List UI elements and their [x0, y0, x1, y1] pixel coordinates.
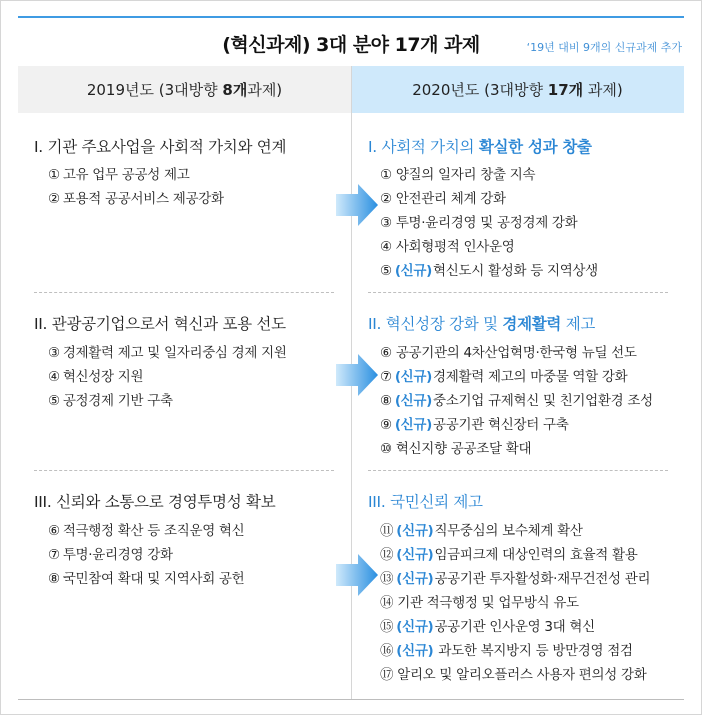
item-text: 과도한 복지방지 등 방만경영 점검	[434, 643, 633, 659]
new-tag: (신규)	[396, 571, 434, 587]
item-number: ①	[48, 167, 60, 183]
item-number: ⑮	[380, 619, 394, 635]
list-item	[380, 365, 627, 385]
title-strong: 경제활력	[502, 315, 562, 333]
item-number: ⑩	[380, 441, 392, 457]
list-item	[48, 389, 173, 409]
item-text: 경제활력 제고의 마중물 역할 강화	[433, 369, 628, 385]
item-number: ⑪	[380, 523, 394, 539]
item-number: ④	[48, 369, 60, 385]
item-text: 알리오 및 알리오플러스 사용자 편의성 강화	[397, 667, 647, 683]
item-number: ①	[380, 167, 392, 183]
new-tag: (신규)	[396, 643, 434, 659]
item-number: ⑫	[380, 547, 394, 563]
header-2020-count: 17개	[547, 81, 584, 99]
item-number: ⑰	[380, 667, 394, 683]
item-text: 경제활력 제고 및 일자리중심 경제 지원	[62, 345, 287, 361]
right-section-3-title	[368, 490, 483, 512]
new-tag: (신규)	[396, 547, 434, 563]
item-number: ⑨	[380, 417, 392, 433]
left-section-1-title: I. 기관 주요사업을 사회적 가치와 연계	[34, 138, 287, 156]
item-text: 고유 업무 공공성 제고	[62, 167, 190, 183]
new-tag: (신규)	[396, 523, 434, 539]
right-arrow-icon	[336, 552, 378, 598]
item-text: 혁신지향 공공조달 확대	[395, 441, 532, 457]
bottom-rule	[18, 699, 684, 700]
title-tail: 제고	[561, 315, 596, 333]
header-2020	[351, 66, 684, 113]
right-section-2-title	[368, 312, 595, 334]
item-text: 공공기관 인사운영 3대 혁신	[434, 619, 595, 635]
item-text: 혁신도시 활성화 등 지역상생	[433, 263, 598, 279]
list-item	[380, 187, 506, 207]
list-item	[380, 235, 514, 255]
item-text: 직무중심의 보수체계 확산	[434, 523, 583, 539]
item-number: ⑦	[380, 369, 392, 385]
section-divider	[34, 292, 334, 293]
list-item	[380, 543, 638, 563]
header-2019-post: 과제)	[247, 81, 283, 99]
item-number: ⑧	[48, 571, 60, 587]
new-tag: (신규)	[394, 369, 433, 385]
list-item	[380, 591, 579, 611]
new-tag: (신규)	[396, 619, 434, 635]
item-number: ⑥	[380, 345, 392, 361]
list-item	[48, 163, 189, 183]
list-item	[380, 519, 583, 539]
title-plain: I. 사회적 가치의	[368, 138, 479, 156]
new-tag: (신규)	[394, 393, 433, 409]
item-text: 양질의 일자리 창출 지속	[395, 167, 536, 183]
list-item	[48, 543, 173, 563]
right-arrow-icon	[336, 182, 378, 228]
section-divider	[368, 292, 668, 293]
right-section-1-title	[368, 135, 592, 157]
list-item	[380, 639, 633, 659]
item-number: ③	[48, 345, 60, 361]
item-number: ⑥	[48, 523, 60, 539]
item-number: ⑤	[48, 393, 60, 409]
item-number: ⑯	[380, 643, 394, 659]
item-text: 국민참여 확대 및 지역사회 공헌	[62, 571, 245, 587]
item-text: 기관 적극행정 및 업무방식 유도	[397, 595, 579, 611]
top-rule	[18, 16, 684, 18]
list-item	[380, 341, 637, 361]
header-2019-pre: 2019년도 (3대방향	[86, 81, 223, 99]
item-number: ⑦	[48, 547, 60, 563]
new-tasks-note: ‘19년 대비 9개의 신규과제 추가	[526, 41, 682, 54]
item-text: 안전관리 체계 강화	[395, 191, 506, 207]
new-tag: (신규)	[394, 417, 433, 433]
title-strong: 확실한 성과 창출	[478, 138, 592, 156]
list-item	[380, 389, 653, 409]
list-item	[380, 413, 568, 433]
item-text: 투명·윤리경영 및 공정경제 강화	[395, 215, 578, 231]
list-item	[380, 211, 577, 231]
item-text: 사회형평적 인사운영	[395, 239, 515, 255]
item-text: 포용적 공공서비스 제공강화	[62, 191, 224, 207]
item-number: ④	[380, 239, 392, 255]
item-number: ③	[380, 215, 392, 231]
list-item	[380, 437, 531, 457]
list-item	[380, 259, 598, 279]
list-item	[380, 615, 595, 635]
item-text: 공정경제 기반 구축	[62, 393, 173, 409]
header-2019	[18, 66, 351, 113]
left-section-3-title: III. 신뢰와 소통으로 경영투명성 확보	[34, 493, 276, 511]
list-item	[48, 187, 224, 207]
item-number: ⑬	[380, 571, 394, 587]
item-number: ②	[48, 191, 60, 207]
list-item	[380, 567, 650, 587]
new-tag: (신규)	[394, 263, 433, 279]
title-plain: III. 국민신뢰 제고	[368, 493, 483, 511]
item-text: 적극행정 확산 등 조직운영 혁신	[62, 523, 245, 539]
item-number: ⑭	[380, 595, 394, 611]
item-number: ⑤	[380, 263, 392, 279]
header-2020-post: 과제)	[583, 81, 623, 99]
header-2019-count: 8개	[222, 81, 248, 99]
item-text: 투명·윤리경영 강화	[62, 547, 173, 563]
list-item	[380, 163, 535, 183]
list-item	[48, 341, 287, 361]
right-arrow-icon	[336, 352, 378, 398]
item-number: ②	[380, 191, 392, 207]
left-section-2-title: II. 관광공기업으로서 혁신과 포용 선도	[34, 315, 286, 333]
title-plain: II. 혁신성장 강화 및	[368, 315, 503, 333]
page-title: (혁신과제) 3대 분야 17개 과제	[222, 34, 480, 56]
item-text: 혁신성장 지원	[62, 369, 144, 385]
item-number: ⑧	[380, 393, 392, 409]
list-item	[48, 365, 143, 385]
section-divider	[34, 470, 334, 471]
item-text: 공공기관의 4차산업혁명·한국형 뉴딜 선도	[395, 345, 637, 361]
item-text: 중소기업 규제혁신 및 친기업환경 조성	[433, 393, 653, 409]
item-text: 공공기관 혁신장터 구축	[433, 417, 569, 433]
item-text: 공공기관 투자활성화·재무건전성 관리	[434, 571, 651, 587]
list-item	[380, 663, 647, 683]
list-item	[48, 519, 244, 539]
header-2020-pre: 2020년도 (3대방향	[412, 81, 548, 99]
section-divider	[368, 470, 668, 471]
list-item	[48, 567, 244, 587]
item-text: 임금피크제 대상인력의 효율적 활용	[434, 547, 638, 563]
